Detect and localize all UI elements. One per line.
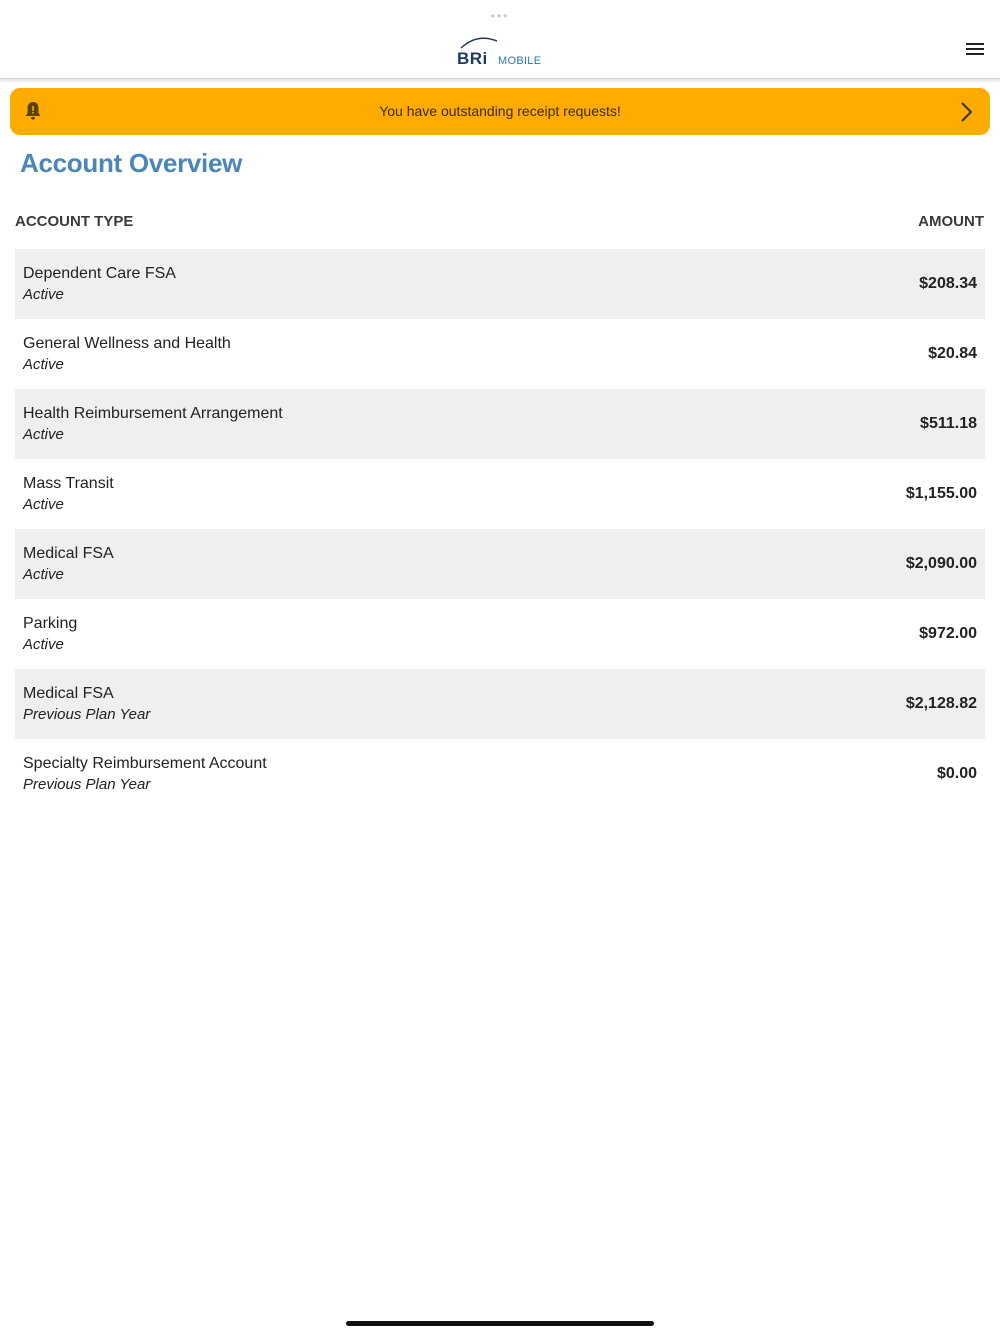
banner-message: You have outstanding receipt requests! bbox=[379, 103, 621, 119]
account-status: Previous Plan Year bbox=[23, 776, 151, 793]
logo-mobile-text: MOBILE bbox=[498, 55, 542, 67]
account-status: Active bbox=[23, 426, 64, 443]
account-status: Previous Plan Year bbox=[23, 706, 151, 723]
account-status: Active bbox=[23, 496, 64, 513]
account-name: Specialty Reimbursement Account bbox=[23, 755, 267, 772]
account-status: Active bbox=[23, 636, 64, 653]
account-row[interactable] bbox=[15, 389, 985, 459]
account-name: General Wellness and Health bbox=[23, 335, 231, 352]
account-status: Active bbox=[23, 286, 64, 303]
receipt-request-banner[interactable] bbox=[10, 88, 990, 135]
account-amount: $20.84 bbox=[928, 345, 977, 362]
account-row[interactable] bbox=[15, 529, 985, 599]
column-header-amount: AMOUNT bbox=[918, 213, 984, 230]
account-name: Health Reimbursement Arrangement bbox=[23, 405, 283, 422]
account-amount: $2,128.82 bbox=[905, 695, 977, 712]
account-row[interactable] bbox=[15, 739, 985, 809]
hamburger-menu-icon[interactable] bbox=[962, 40, 990, 64]
account-amount: $511.18 bbox=[920, 415, 977, 432]
account-name: Medical FSA bbox=[23, 685, 114, 702]
account-amount: $208.34 bbox=[919, 275, 977, 292]
account-amount: $0.00 bbox=[936, 765, 977, 782]
account-amount: $2,090.00 bbox=[905, 555, 977, 572]
account-list bbox=[15, 249, 985, 809]
account-amount: $1,155.00 bbox=[905, 485, 977, 502]
column-header-account-type: ACCOUNT TYPE bbox=[15, 213, 134, 230]
home-indicator[interactable] bbox=[346, 1321, 654, 1326]
account-name: Parking bbox=[23, 615, 78, 632]
account-amount: $972.00 bbox=[919, 625, 977, 642]
account-status: Active bbox=[23, 356, 64, 373]
account-row[interactable] bbox=[15, 319, 985, 389]
logo-arc-icon bbox=[459, 35, 499, 49]
chevron-right-icon[interactable] bbox=[960, 101, 974, 123]
multitasking-dots[interactable]: ••• bbox=[490, 9, 510, 23]
account-name: Medical FSA bbox=[23, 545, 114, 562]
account-row[interactable] bbox=[15, 459, 985, 529]
page-title: Account Overview bbox=[20, 148, 243, 178]
account-name: Dependent Care FSA bbox=[23, 265, 176, 282]
account-name: Mass Transit bbox=[23, 475, 114, 492]
account-row[interactable] bbox=[15, 599, 985, 669]
account-row[interactable] bbox=[15, 249, 985, 319]
logo-bri-text: BRi bbox=[457, 49, 488, 68]
account-status: Active bbox=[23, 566, 64, 583]
account-row[interactable] bbox=[15, 669, 985, 739]
app-header bbox=[0, 0, 1000, 79]
bri-mobile-logo bbox=[457, 35, 549, 71]
